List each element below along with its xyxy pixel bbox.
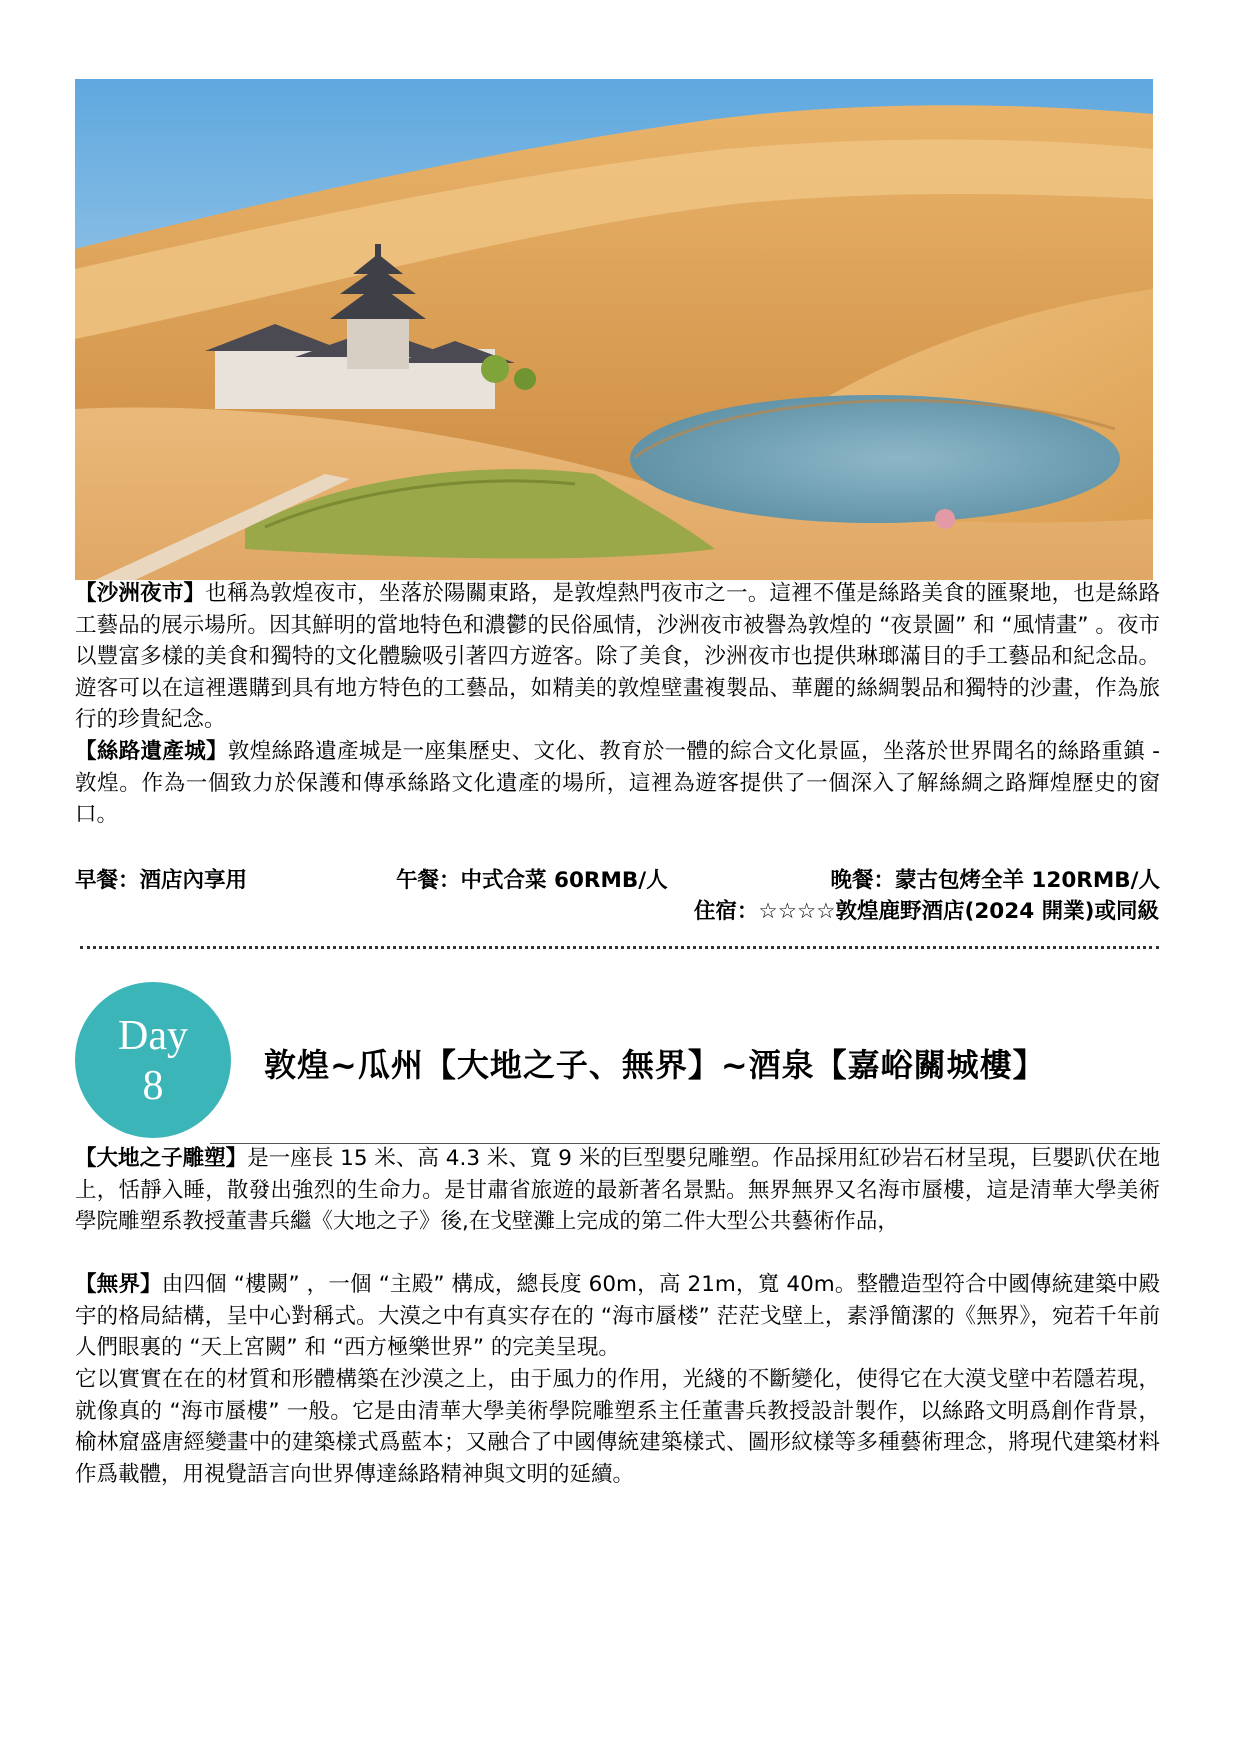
meals-row xyxy=(75,863,1160,893)
breakfast-label: 早餐：酒店內享用 xyxy=(75,868,248,893)
day-badge-number: 8 xyxy=(142,1063,164,1109)
son-of-earth-paragraph xyxy=(75,1143,1160,1238)
desert-oasis-photo xyxy=(75,79,1153,580)
wujie-detail-paragraph: 它以實實在在的材質和形體構築在沙漠之上，由于風力的作用，光綫的不斷變化，使得它在大漠戈壁中若隱若現，就像真的 “海市蜃樓” 一般。它是由清華大學美術學院雕塑系主任董書兵教授設計製作，以絲路文明爲創作背景，榆林窟盛唐經變畫中的建築樣式爲藍本；又融合了中國傳統建築樣式、圖形紋樣等多種藝術理念，將現代建築材料作爲載體，用視覺語言向世界傳達絲路精神與文明的延續。 xyxy=(75,1367,1160,1487)
desert-oasis-illustration xyxy=(75,79,1153,580)
day-badge xyxy=(75,982,231,1138)
dotted-divider xyxy=(80,946,1159,949)
day-badge-label: Day xyxy=(118,1013,188,1059)
heritage-city-heading: 【絲路遺產城】 xyxy=(75,739,228,764)
wujie-paragraph xyxy=(75,1269,1160,1364)
wujie-heading: 【無界】 xyxy=(75,1272,162,1297)
night-market-paragraph xyxy=(75,578,1160,736)
lunch-label: 午餐：中式合菜 60RMB/人 xyxy=(396,868,668,893)
lodging-label: 住宿：☆☆☆☆敦煌鹿野酒店(2024 開業)或同級 xyxy=(693,899,1159,924)
heritage-city-text: 敦煌絲路遺產城是一座集歷史、文化、教育於一體的綜合文化景區，坐落於世界聞名的絲路重鎮 - 敦煌。作為一個致力於保護和傳承絲路文化遺產的場所，這裡為遊客提供了一個深入了解絲綢之路輝煌歷史的窗口。 xyxy=(75,739,1160,827)
dinner-label: 晚餐：蒙古包烤全羊 120RMB/人 xyxy=(830,868,1160,893)
night-market-text: 也稱為敦煌夜市，坐落於陽關東路，是敦煌熱門夜市之一。這裡不僅是絲路美食的匯聚地，也是絲路工藝品的展示場所。因其鮮明的當地特色和濃鬱的民俗風情，沙洲夜市被譽為敦煌的 “夜景圖” 和 “風情畫” 。夜市以豐富多樣的美食和獨特的文化體驗吸引著四方遊客。除了美食，沙洲夜市也提供琳瑯滿目的手工藝品和紀念品。遊客可以在這裡選購到具有地方特色的工藝品，如精美的敦煌壁畫複製品、華麗的絲綢製品和獨特的沙畫，作為旅行的珍貴紀念。 xyxy=(75,581,1160,732)
night-market-heading: 【沙洲夜市】 xyxy=(75,581,206,606)
day-title: 敦煌~瓜州【大地之子、無界】~酒泉【嘉峪關城樓】 xyxy=(264,1046,1046,1084)
son-of-earth-text: 是一座長 15 米、高 4.3 米、寬 9 米的巨型嬰兒雕塑。作品採用紅砂岩石材呈現，巨嬰趴伏在地上，恬靜入睡，散發出強烈的生命力。是甘肅省旅遊的最新著名景點。無界無界又名海市蜃樓，這是清華大學美術學院雕塑系教授董書兵繼《大地之子》後,在戈壁灘上完成的第二件大型公共藝術作品， xyxy=(75,1146,1160,1234)
wujie-text: 由四個 “樓闕” ，一個 “主殿” 構成，總長度 60m，高 21m，寬 40m。整體造型符合中國傳統建築中殿宇的格局結構，呈中心對稱式。大漠之中有真实存在的 “海市蜃楼” 茫茫戈壁上，素淨簡潔的《無界》，宛若千年前人們眼裏的 “天上宮闕” 和 “西方極樂世界” 的完美呈現。 xyxy=(75,1272,1160,1360)
heritage-city-paragraph xyxy=(75,736,1160,831)
son-of-earth-heading: 【大地之子雕塑】 xyxy=(75,1146,248,1171)
